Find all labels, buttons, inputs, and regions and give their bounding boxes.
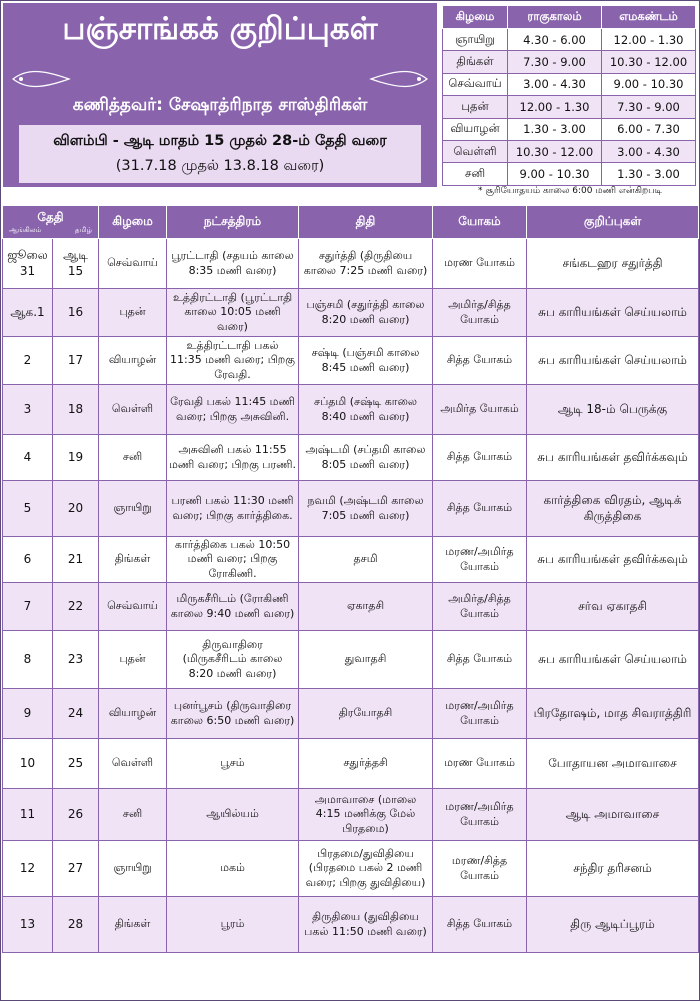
- cell-tamil-date: 20: [53, 481, 99, 537]
- cell-day: சனி: [99, 435, 167, 481]
- cell-day: ஞாயிறு: [99, 481, 167, 537]
- cell-yogam: மரண/அமிர்த யோகம்: [433, 537, 527, 583]
- cell-tithi: நவமி (அஷ்டமி காலை 7:05 மணி வரை): [299, 481, 433, 537]
- cell-english-date: 11: [3, 789, 53, 841]
- cell-day: வெள்ளி: [99, 385, 167, 435]
- yama-time: 1.30 - 3.00: [602, 163, 696, 185]
- rahu-day: வியாழன்: [443, 118, 508, 140]
- cell-day: வியாழன்: [99, 337, 167, 385]
- rahu-time: 12.00 - 1.30: [508, 96, 602, 118]
- table-header-row: [3, 206, 699, 239]
- cell-nakshatra: புனர்பூசம் (திருவாதிரை காலை 6:50 மணி வரை): [167, 689, 299, 739]
- cell-english-date: ஆக.1: [3, 289, 53, 337]
- header-notes: குறிப்புகள்: [527, 206, 699, 239]
- cell-tamil-date: 19: [53, 435, 99, 481]
- cell-english-date: 6: [3, 537, 53, 583]
- cell-nakshatra: பூசம்: [167, 739, 299, 789]
- yama-time: 9.00 - 10.30: [602, 73, 696, 95]
- table-row: [3, 897, 699, 953]
- rahu-day: புதன்: [443, 96, 508, 118]
- rahu-header-rahu: ராகுகாலம்: [508, 6, 602, 29]
- table-row: [3, 481, 699, 537]
- yama-time: 6.00 - 7.30: [602, 118, 696, 140]
- cell-tithi: திரயோதசி: [299, 689, 433, 739]
- cell-note: ஆடி அமாவாசை: [527, 789, 699, 841]
- panchangam-body: [3, 239, 699, 953]
- cell-nakshatra: உத்திரட்டாதி (பூரட்டாதி காலை 10:05 மணி வரை): [167, 289, 299, 337]
- header-tithi: திதி: [299, 206, 433, 239]
- cell-english-date: 10: [3, 739, 53, 789]
- cell-yogam: மரண/அமிர்த யோகம்: [433, 689, 527, 739]
- table-row: [3, 841, 699, 897]
- cell-nakshatra: உத்திரட்டாதி பகல் 11:35 மணி வரை; பிறகு ரேவதி.: [167, 337, 299, 385]
- cell-yogam: சித்த யோகம்: [433, 435, 527, 481]
- cell-english-date: 12: [3, 841, 53, 897]
- rahu-day: ஞாயிறு: [443, 29, 508, 51]
- period-line-1: விளம்பி - ஆடி மாதம் 15 முதல் 28-ம் தேதி வரை: [53, 133, 387, 149]
- rahu-time: 3.00 - 4.30: [508, 73, 602, 95]
- cell-note: சுப காரியங்கள் தவிர்க்கவும்: [527, 435, 699, 481]
- cell-tithi: தசமி: [299, 537, 433, 583]
- table-row: [3, 289, 699, 337]
- cell-day: வியாழன்: [99, 689, 167, 739]
- cell-tamil-date: 25: [53, 739, 99, 789]
- cell-note: சந்திர தரிசனம்: [527, 841, 699, 897]
- cell-yogam: அமிர்த/சித்த யோகம்: [433, 289, 527, 337]
- rahu-day: திங்கள்: [443, 51, 508, 73]
- left-flourish-icon: [11, 67, 71, 91]
- cell-day: வெள்ளி: [99, 739, 167, 789]
- cell-english-date: 2: [3, 337, 53, 385]
- rahu-row: [443, 29, 696, 51]
- header-yogam: யோகம்: [433, 206, 527, 239]
- header-date-label: தேதி: [37, 209, 64, 224]
- header-day: கிழமை: [99, 206, 167, 239]
- cell-nakshatra: பூரட்டாதி (சதயம் காலை 8:35 மணி வரை): [167, 239, 299, 289]
- table-row: [3, 631, 699, 689]
- period-box: [19, 125, 421, 183]
- cell-english-date: 9: [3, 689, 53, 739]
- table-row: [3, 337, 699, 385]
- cell-yogam: சித்த யோகம்: [433, 631, 527, 689]
- period-line-2: (31.7.18 முதல் 13.8.18 வரை): [115, 158, 325, 174]
- astrologer-credit: கணித்தவர்: சேஷாத்ரிநாத சாஸ்திரிகள்: [72, 95, 368, 115]
- cell-yogam: சித்த யோகம்: [433, 481, 527, 537]
- cell-tamil-date: 17: [53, 337, 99, 385]
- cell-tamil-date: 21: [53, 537, 99, 583]
- cell-note: சுப காரியங்கள் செய்யலாம்: [527, 631, 699, 689]
- cell-yogam: சித்த யோகம்: [433, 897, 527, 953]
- cell-english-date: 3: [3, 385, 53, 435]
- cell-note: சுப காரியங்கள் செய்யலாம்: [527, 337, 699, 385]
- cell-note: சங்கடஹர சதுர்த்தி: [527, 239, 699, 289]
- cell-yogam: மரண/அமிர்த யோகம்: [433, 789, 527, 841]
- cell-nakshatra: ரேவதி பகல் 11:45 மணி வரை; பிறகு அசுவினி.: [167, 385, 299, 435]
- cell-yogam: மரண/சித்த யோகம்: [433, 841, 527, 897]
- header-star: நட்சத்திரம்: [167, 206, 299, 239]
- cell-nakshatra: கார்த்திகை பகல் 10:50 மணி வரை; பிறகு ரோகிணி.: [167, 537, 299, 583]
- cell-note: போதாயன அமாவாசை: [527, 739, 699, 789]
- rahu-row: [443, 73, 696, 95]
- cell-tamil-date: 28: [53, 897, 99, 953]
- page-title: பஞ்சாங்கக் குறிப்புகள்: [62, 11, 378, 47]
- cell-nakshatra: பூரம்: [167, 897, 299, 953]
- cell-tithi: பிரதமை/துவிதியை (பிரதமை பகல் 2 மணி வரை; பிறகு துவிதியை): [299, 841, 433, 897]
- right-flourish-icon: [369, 67, 429, 91]
- rahu-time: 4.30 - 6.00: [508, 29, 602, 51]
- cell-day: புதன்: [99, 289, 167, 337]
- table-row: [3, 239, 699, 289]
- cell-yogam: மரண யோகம்: [433, 239, 527, 289]
- cell-tamil-date: 23: [53, 631, 99, 689]
- cell-note: சுப காரியங்கள் தவிர்க்கவும்: [527, 537, 699, 583]
- cell-tithi: அமாவாசை (மாலை 4:15 மணிக்கு மேல் பிரதமை): [299, 789, 433, 841]
- rahu-header-day: கிழமை: [443, 6, 508, 29]
- cell-tithi: சஷ்டி (பஞ்சமி காலை 8:45 மணி வரை): [299, 337, 433, 385]
- header-banner: [3, 3, 437, 187]
- header-date-tamil: தமிழ்: [74, 225, 93, 234]
- cell-day: திங்கள்: [99, 897, 167, 953]
- yama-time: 3.00 - 4.30: [602, 140, 696, 162]
- cell-tithi: அஷ்டமி (சப்தமி காலை 8:05 மணி வரை): [299, 435, 433, 481]
- yama-time: 12.00 - 1.30: [602, 29, 696, 51]
- yama-time: 10.30 - 12.00: [602, 51, 696, 73]
- cell-yogam: அமிர்த/சித்த யோகம்: [433, 583, 527, 631]
- rahu-row: [443, 96, 696, 118]
- cell-day: ஞாயிறு: [99, 841, 167, 897]
- cell-tithi: துவாதசி: [299, 631, 433, 689]
- panchangam-table: [2, 205, 699, 953]
- cell-tithi: பஞ்சமி (சதுர்த்தி காலை 8:20 மணி வரை): [299, 289, 433, 337]
- rahu-header-row: [443, 6, 696, 29]
- cell-tamil-date: ஆடி 15: [53, 239, 99, 289]
- cell-day: செவ்வாய்: [99, 583, 167, 631]
- cell-tithi: ஏகாதசி: [299, 583, 433, 631]
- rahu-time: 10.30 - 12.00: [508, 140, 602, 162]
- table-row: [3, 689, 699, 739]
- header-date-english: ஆங்கிலம்: [9, 225, 42, 234]
- rahu-day: செவ்வாய்: [443, 73, 508, 95]
- table-row: [3, 583, 699, 631]
- cell-tithi: சதுர்த்தசி: [299, 739, 433, 789]
- cell-tamil-date: 27: [53, 841, 99, 897]
- cell-tamil-date: 26: [53, 789, 99, 841]
- cell-day: செவ்வாய்: [99, 239, 167, 289]
- cell-tithi: சதுர்த்தி (திருதியை காலை 7:25 மணி வரை): [299, 239, 433, 289]
- cell-note: கார்த்திகை விரதம், ஆடிக் கிருத்திகை: [527, 481, 699, 537]
- cell-nakshatra: திருவாதிரை (மிருகசீரிடம் காலை 8:20 மணி வரை): [167, 631, 299, 689]
- cell-tithi: திருதியை (துவிதியை பகல் 11:50 மணி வரை): [299, 897, 433, 953]
- cell-tamil-date: 18: [53, 385, 99, 435]
- cell-nakshatra: மகம்: [167, 841, 299, 897]
- cell-english-date: 8: [3, 631, 53, 689]
- rahu-row: [443, 140, 696, 162]
- rahu-day: வெள்ளி: [443, 140, 508, 162]
- cell-english-date: 4: [3, 435, 53, 481]
- rahu-day: சனி: [443, 163, 508, 185]
- cell-tamil-date: 22: [53, 583, 99, 631]
- cell-english-date: ஜூலை 31: [3, 239, 53, 289]
- cell-note: சுப காரியங்கள் செய்யலாம்: [527, 289, 699, 337]
- cell-tamil-date: 16: [53, 289, 99, 337]
- cell-nakshatra: பரணி பகல் 11:30 மணி வரை; பிறகு கார்த்திகை.: [167, 481, 299, 537]
- header-date: [3, 206, 99, 239]
- cell-yogam: மரண யோகம்: [433, 739, 527, 789]
- rahu-time: 7.30 - 9.00: [508, 51, 602, 73]
- table-row: [3, 789, 699, 841]
- table-row: [3, 435, 699, 481]
- cell-day: புதன்: [99, 631, 167, 689]
- cell-english-date: 13: [3, 897, 53, 953]
- cell-tamil-date: 24: [53, 689, 99, 739]
- rahu-row: [443, 118, 696, 140]
- rahu-row: [443, 163, 696, 185]
- cell-nakshatra: ஆயில்யம்: [167, 789, 299, 841]
- rahu-header-yama: எமகண்டம்: [602, 6, 696, 29]
- cell-note: ஆடி 18-ம் பெருக்கு: [527, 385, 699, 435]
- cell-english-date: 7: [3, 583, 53, 631]
- cell-note: திரு ஆடிப்பூரம்: [527, 897, 699, 953]
- table-row: [3, 537, 699, 583]
- sunrise-note: * சூரியோதயம் காலை 6:00 மணி என்கிறபடி: [478, 186, 662, 196]
- rahu-time: 1.30 - 3.00: [508, 118, 602, 140]
- cell-note: சர்வ ஏகாதசி: [527, 583, 699, 631]
- cell-day: திங்கள்: [99, 537, 167, 583]
- cell-english-date: 5: [3, 481, 53, 537]
- yama-time: 7.30 - 9.00: [602, 96, 696, 118]
- cell-note: பிரதோஷம், மாத சிவராத்திரி: [527, 689, 699, 739]
- cell-nakshatra: அசுவினி பகல் 11:55 மணி வரை; பிறகு பரணி.: [167, 435, 299, 481]
- table-row: [3, 739, 699, 789]
- cell-nakshatra: மிருகசீரிடம் (ரோகிணி காலை 9:40 மணி வரை): [167, 583, 299, 631]
- cell-yogam: சித்த யோகம்: [433, 337, 527, 385]
- rahu-row: [443, 51, 696, 73]
- cell-day: சனி: [99, 789, 167, 841]
- rahu-kalam-table: [442, 5, 696, 186]
- cell-yogam: அமிர்த யோகம்: [433, 385, 527, 435]
- rahu-time: 9.00 - 10.30: [508, 163, 602, 185]
- cell-tithi: சப்தமி (சஷ்டி காலை 8:40 மணி வரை): [299, 385, 433, 435]
- table-row: [3, 385, 699, 435]
